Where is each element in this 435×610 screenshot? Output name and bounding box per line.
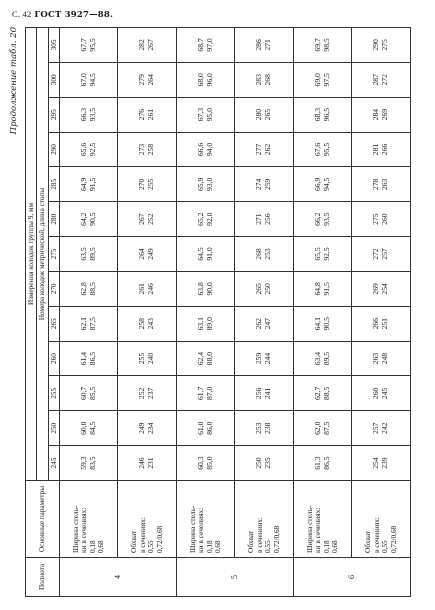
value-line: 95,5 bbox=[321, 142, 331, 157]
value-line: 275 bbox=[380, 39, 390, 51]
value-line: 240 bbox=[146, 352, 156, 365]
value-line: 255 bbox=[137, 352, 147, 365]
value-line: 262 bbox=[263, 143, 273, 156]
value-cell bbox=[293, 132, 352, 167]
value-line: 237 bbox=[146, 387, 156, 400]
param-cell bbox=[352, 481, 411, 558]
value-line: 92,5 bbox=[321, 247, 331, 261]
param-line: ки в сечениях: bbox=[79, 507, 89, 553]
size-header-270: 270 bbox=[48, 271, 59, 306]
value-line: 93,0 bbox=[204, 177, 214, 191]
value-cell bbox=[176, 167, 235, 202]
value-cell bbox=[59, 202, 118, 237]
value-line: 66,9 bbox=[312, 177, 322, 191]
value-line: 90,5 bbox=[321, 317, 331, 331]
value-line: 68,3 bbox=[312, 108, 322, 122]
value-line: 275 bbox=[371, 213, 381, 225]
value-cell bbox=[293, 271, 352, 306]
value-cell bbox=[118, 376, 177, 411]
value-line: 282 bbox=[137, 39, 147, 51]
param-line: 0,18 bbox=[88, 540, 97, 553]
value-line: 65,9 bbox=[195, 177, 205, 191]
param-cell bbox=[176, 481, 235, 558]
param-line: 0,72/0,68 bbox=[389, 525, 398, 553]
value-cell bbox=[352, 446, 411, 481]
param-line: Обхват bbox=[363, 530, 373, 553]
value-line: 271 bbox=[254, 213, 264, 225]
fullness-cell: 4 bbox=[59, 558, 176, 597]
value-cell bbox=[59, 167, 118, 202]
value-line: 251 bbox=[380, 318, 390, 330]
value-line: 247 bbox=[263, 318, 273, 330]
value-line: 265 bbox=[263, 108, 273, 121]
value-cell bbox=[118, 341, 177, 376]
value-cell bbox=[59, 376, 118, 411]
value-line: 246 bbox=[146, 283, 156, 295]
size-header-280: 280 bbox=[48, 202, 59, 237]
value-line: 266 bbox=[371, 318, 381, 330]
page-header bbox=[12, 9, 113, 20]
value-line: 62,8 bbox=[78, 282, 88, 296]
value-line: 252 bbox=[137, 387, 147, 400]
table-row bbox=[59, 28, 118, 597]
value-line: 88,5 bbox=[321, 386, 331, 401]
value-line: 87,0 bbox=[204, 386, 214, 401]
value-line: 268 bbox=[254, 248, 264, 260]
value-line: 257 bbox=[371, 422, 381, 434]
value-line: 86,5 bbox=[87, 351, 97, 366]
value-line: 258 bbox=[146, 143, 156, 156]
value-line: 249 bbox=[146, 248, 156, 260]
value-line: 95,5 bbox=[87, 38, 97, 52]
value-line: 66,6 bbox=[195, 142, 205, 157]
value-line: 238 bbox=[263, 422, 273, 434]
value-line: 260 bbox=[371, 387, 381, 400]
value-line: 253 bbox=[254, 422, 264, 434]
value-line: 86,5 bbox=[321, 456, 331, 470]
value-line: 89,5 bbox=[321, 351, 331, 366]
value-line: 89,0 bbox=[204, 317, 214, 331]
value-line: 94,0 bbox=[204, 142, 214, 157]
value-line: 269 bbox=[380, 108, 390, 121]
value-line: 61,3 bbox=[312, 456, 322, 470]
value-line: 64,9 bbox=[78, 177, 88, 191]
value-cell bbox=[352, 411, 411, 446]
value-line: 65,6 bbox=[78, 142, 88, 157]
value-line: 283 bbox=[254, 74, 264, 86]
value-line: 91,5 bbox=[321, 282, 331, 296]
value-cell bbox=[176, 446, 235, 481]
value-line: 242 bbox=[380, 422, 390, 434]
value-line: 287 bbox=[371, 74, 381, 86]
value-line: 272 bbox=[371, 248, 381, 260]
size-header-295: 295 bbox=[48, 97, 59, 132]
value-line: 263 bbox=[380, 178, 390, 191]
value-cell bbox=[235, 28, 294, 63]
fullness-cell: 6 bbox=[293, 558, 410, 597]
value-line: 266 bbox=[380, 143, 390, 156]
table-row bbox=[352, 28, 411, 597]
size-header-250: 250 bbox=[48, 411, 59, 446]
value-line: 259 bbox=[254, 352, 264, 365]
value-line: 62,1 bbox=[78, 317, 88, 331]
value-line: 69,0 bbox=[312, 73, 322, 87]
value-line: 68,7 bbox=[195, 38, 205, 52]
standard-title: ГОСТ 3927—88. bbox=[34, 10, 114, 20]
value-cell bbox=[176, 28, 235, 63]
value-line: 93,5 bbox=[87, 108, 97, 122]
value-line: 66,3 bbox=[78, 108, 88, 122]
value-line: 87,5 bbox=[87, 317, 97, 331]
value-line: 64,5 bbox=[195, 247, 205, 261]
value-cell bbox=[118, 237, 177, 272]
value-cell bbox=[293, 167, 352, 202]
value-line: 61,4 bbox=[78, 351, 88, 366]
value-line: 290 bbox=[371, 39, 381, 51]
value-cell bbox=[59, 306, 118, 341]
value-line: 91,5 bbox=[87, 177, 97, 191]
value-cell bbox=[176, 306, 235, 341]
value-cell bbox=[118, 28, 177, 63]
value-line: 69,7 bbox=[312, 38, 322, 52]
value-line: 239 bbox=[380, 457, 390, 469]
value-cell bbox=[352, 376, 411, 411]
value-cell bbox=[176, 376, 235, 411]
table-row bbox=[118, 28, 177, 597]
value-line: 258 bbox=[137, 318, 147, 330]
param-line: Обхват bbox=[129, 530, 139, 553]
value-line: 94,5 bbox=[87, 73, 97, 87]
value-cell bbox=[118, 306, 177, 341]
value-line: 260 bbox=[380, 213, 390, 225]
value-line: 88,0 bbox=[204, 351, 214, 366]
value-cell bbox=[235, 411, 294, 446]
value-line: 67,6 bbox=[312, 142, 322, 157]
value-line: 273 bbox=[137, 143, 147, 156]
value-line: 67,0 bbox=[78, 73, 88, 87]
value-cell bbox=[59, 97, 118, 132]
param-line: в сечениях: bbox=[254, 517, 264, 553]
value-line: 90,0 bbox=[204, 282, 214, 296]
param-cell bbox=[293, 481, 352, 558]
value-line: 91,0 bbox=[204, 247, 214, 261]
value-cell bbox=[352, 202, 411, 237]
param-cell bbox=[118, 481, 177, 558]
value-cell bbox=[118, 446, 177, 481]
value-line: 63,8 bbox=[195, 282, 205, 296]
size-header-305: 305 bbox=[48, 28, 59, 63]
value-cell bbox=[118, 62, 177, 97]
value-line: 63,1 bbox=[195, 317, 205, 331]
param-line: в сечениях: bbox=[371, 517, 381, 553]
value-cell bbox=[118, 411, 177, 446]
size-header-290: 290 bbox=[48, 132, 59, 167]
value-cell bbox=[59, 341, 118, 376]
value-line: 270 bbox=[137, 178, 147, 191]
value-line: 268 bbox=[263, 74, 273, 86]
value-cell bbox=[59, 411, 118, 446]
value-line: 62,4 bbox=[195, 351, 205, 366]
value-line: 60,3 bbox=[195, 456, 205, 470]
value-line: 262 bbox=[254, 318, 264, 330]
value-cell bbox=[235, 97, 294, 132]
value-line: 250 bbox=[254, 457, 264, 469]
size-header-245: 245 bbox=[48, 446, 59, 481]
value-cell bbox=[235, 62, 294, 97]
value-cell bbox=[59, 28, 118, 63]
value-line: 64,1 bbox=[312, 317, 322, 331]
value-line: 259 bbox=[263, 178, 273, 191]
value-cell bbox=[352, 306, 411, 341]
value-line: 248 bbox=[380, 352, 390, 365]
value-line: 60,0 bbox=[78, 421, 88, 435]
value-cell bbox=[176, 202, 235, 237]
size-header-275: 275 bbox=[48, 237, 59, 272]
value-cell bbox=[352, 167, 411, 202]
param-line: ки в сечениях: bbox=[313, 507, 323, 553]
value-line: 257 bbox=[380, 248, 390, 260]
value-line: 66,2 bbox=[312, 212, 322, 226]
value-line: 267 bbox=[137, 213, 147, 225]
value-line: 253 bbox=[263, 248, 273, 260]
value-line: 263 bbox=[371, 352, 381, 365]
header-subgroup-title: Номера колодок метрической, длина стопы bbox=[37, 28, 48, 481]
value-line: 256 bbox=[254, 387, 264, 400]
header-fullness: Полнота bbox=[26, 558, 60, 597]
value-line: 97,0 bbox=[204, 38, 214, 52]
value-cell bbox=[235, 341, 294, 376]
value-line: 93,5 bbox=[321, 212, 331, 226]
value-cell bbox=[59, 62, 118, 97]
value-line: 249 bbox=[137, 422, 147, 434]
value-cell bbox=[293, 97, 352, 132]
param-line: 0,72/0,68 bbox=[272, 525, 281, 553]
value-line: 60,7 bbox=[78, 386, 88, 401]
value-cell bbox=[293, 341, 352, 376]
param-line: 0,68 bbox=[97, 540, 106, 553]
value-cell bbox=[352, 97, 411, 132]
value-line: 254 bbox=[371, 457, 381, 469]
value-line: 279 bbox=[137, 74, 147, 86]
param-line: 0,18 bbox=[322, 540, 331, 553]
value-line: 64,2 bbox=[78, 212, 88, 226]
size-header-285: 285 bbox=[48, 167, 59, 202]
value-cell bbox=[176, 341, 235, 376]
value-line: 234 bbox=[146, 422, 156, 434]
param-line: 0,18 bbox=[205, 540, 214, 553]
table-row bbox=[235, 28, 294, 597]
value-line: 96,5 bbox=[321, 108, 331, 122]
value-line: 246 bbox=[137, 457, 147, 469]
value-line: 63,4 bbox=[312, 351, 322, 366]
value-cell bbox=[118, 167, 177, 202]
value-line: 65,2 bbox=[195, 212, 205, 226]
value-cell bbox=[235, 237, 294, 272]
value-line: 256 bbox=[263, 213, 273, 225]
param-line: ки в сечениях: bbox=[196, 507, 206, 553]
value-line: 261 bbox=[146, 108, 156, 121]
value-line: 244 bbox=[263, 352, 273, 365]
value-cell bbox=[176, 132, 235, 167]
value-cell bbox=[235, 202, 294, 237]
value-line: 89,5 bbox=[87, 247, 97, 261]
value-cell bbox=[293, 411, 352, 446]
value-cell bbox=[235, 306, 294, 341]
value-cell bbox=[235, 446, 294, 481]
value-line: 250 bbox=[263, 283, 273, 295]
value-cell bbox=[293, 376, 352, 411]
value-line: 278 bbox=[371, 178, 381, 191]
value-line: 277 bbox=[254, 143, 264, 156]
value-line: 92,0 bbox=[204, 212, 214, 226]
value-line: 231 bbox=[146, 457, 156, 469]
value-cell bbox=[352, 341, 411, 376]
header-group-title: Измерения колодок группы 9, мм bbox=[26, 28, 37, 481]
value-line: 284 bbox=[371, 108, 381, 121]
value-line: 280 bbox=[254, 108, 264, 121]
value-line: 269 bbox=[371, 283, 381, 295]
param-line: Ширина стель- bbox=[187, 505, 197, 553]
param-cell bbox=[235, 481, 294, 558]
value-line: 63,5 bbox=[78, 247, 88, 261]
value-line: 96,0 bbox=[204, 73, 214, 87]
value-line: 61,0 bbox=[195, 421, 205, 435]
value-line: 62,0 bbox=[312, 421, 322, 435]
value-line: 85,0 bbox=[204, 456, 214, 470]
value-line: 65,5 bbox=[312, 247, 322, 261]
value-line: 67,7 bbox=[78, 38, 88, 52]
value-line: 272 bbox=[380, 74, 390, 86]
value-line: 85,5 bbox=[87, 386, 97, 401]
value-cell bbox=[352, 132, 411, 167]
value-cell bbox=[176, 237, 235, 272]
value-cell bbox=[176, 411, 235, 446]
value-line: 59,3 bbox=[78, 456, 88, 470]
value-line: 68,0 bbox=[195, 73, 205, 87]
size-header-265: 265 bbox=[48, 306, 59, 341]
fullness-cell: 5 bbox=[176, 558, 293, 597]
value-cell bbox=[118, 132, 177, 167]
value-cell bbox=[293, 202, 352, 237]
param-line: Обхват bbox=[246, 530, 256, 553]
size-header-300: 300 bbox=[48, 62, 59, 97]
value-cell bbox=[352, 237, 411, 272]
value-line: 255 bbox=[146, 178, 156, 191]
value-cell bbox=[235, 271, 294, 306]
param-line: Ширина стель- bbox=[70, 505, 80, 553]
value-cell bbox=[352, 62, 411, 97]
value-line: 241 bbox=[263, 387, 273, 400]
measurements-table bbox=[25, 27, 411, 597]
value-line: 245 bbox=[380, 387, 390, 400]
value-cell bbox=[293, 237, 352, 272]
value-line: 265 bbox=[254, 283, 264, 295]
rotated-table-area bbox=[7, 27, 435, 591]
value-cell bbox=[59, 237, 118, 272]
value-line: 62,7 bbox=[312, 386, 322, 401]
value-line: 274 bbox=[254, 178, 264, 191]
value-line: 267 bbox=[146, 39, 156, 51]
size-header-260: 260 bbox=[48, 341, 59, 376]
value-cell bbox=[59, 132, 118, 167]
header-params: Основные параметры bbox=[26, 481, 60, 558]
value-cell bbox=[176, 97, 235, 132]
value-line: 235 bbox=[263, 457, 273, 469]
value-line: 271 bbox=[263, 39, 273, 51]
value-line: 261 bbox=[137, 283, 147, 295]
value-cell bbox=[235, 132, 294, 167]
table-caption: Продолжение табл. 20 bbox=[9, 27, 19, 135]
value-cell bbox=[118, 97, 177, 132]
value-line: 243 bbox=[146, 318, 156, 330]
value-cell bbox=[293, 62, 352, 97]
param-line: 0,68 bbox=[214, 540, 223, 553]
rotated-table-content bbox=[7, 27, 430, 597]
value-line: 281 bbox=[371, 143, 381, 156]
value-line: 87,5 bbox=[321, 421, 331, 435]
param-line: 0,55 bbox=[147, 540, 156, 553]
page-number: С. 42 bbox=[12, 9, 32, 19]
value-line: 83,5 bbox=[87, 456, 97, 470]
value-line: 86,0 bbox=[204, 421, 214, 435]
size-header-255: 255 bbox=[48, 376, 59, 411]
value-line: 95,0 bbox=[204, 108, 214, 122]
value-cell bbox=[293, 28, 352, 63]
value-line: 286 bbox=[254, 39, 264, 51]
value-line: 264 bbox=[137, 248, 147, 260]
value-line: 264 bbox=[146, 74, 156, 86]
value-line: 252 bbox=[146, 213, 156, 225]
value-cell bbox=[293, 446, 352, 481]
value-line: 97,5 bbox=[321, 73, 331, 87]
value-line: 254 bbox=[380, 283, 390, 295]
param-line: Ширина стель- bbox=[304, 505, 314, 553]
value-cell bbox=[176, 271, 235, 306]
value-cell bbox=[235, 376, 294, 411]
param-line: 0,68 bbox=[331, 540, 340, 553]
value-line: 84,5 bbox=[87, 421, 97, 435]
value-cell bbox=[235, 167, 294, 202]
value-cell bbox=[352, 271, 411, 306]
value-cell bbox=[59, 271, 118, 306]
value-cell bbox=[59, 446, 118, 481]
value-line: 90,5 bbox=[87, 212, 97, 226]
value-line: 61,7 bbox=[195, 386, 205, 401]
value-cell bbox=[293, 306, 352, 341]
value-cell bbox=[118, 271, 177, 306]
value-line: 98,5 bbox=[321, 38, 331, 52]
value-line: 88,5 bbox=[87, 282, 97, 296]
value-cell bbox=[118, 202, 177, 237]
table-row bbox=[293, 28, 352, 597]
param-line: 0,72/0,68 bbox=[155, 525, 164, 553]
param-cell bbox=[59, 481, 118, 558]
value-line: 64,8 bbox=[312, 282, 322, 296]
value-line: 94,5 bbox=[321, 177, 331, 191]
value-cell bbox=[352, 28, 411, 63]
value-line: 67,3 bbox=[195, 108, 205, 122]
value-line: 92,5 bbox=[87, 142, 97, 157]
param-line: 0,55 bbox=[264, 540, 273, 553]
value-line: 276 bbox=[137, 108, 147, 121]
param-line: в сечениях: bbox=[137, 517, 147, 553]
value-cell bbox=[176, 62, 235, 97]
param-line: 0,55 bbox=[381, 540, 390, 553]
table-row bbox=[176, 28, 235, 597]
